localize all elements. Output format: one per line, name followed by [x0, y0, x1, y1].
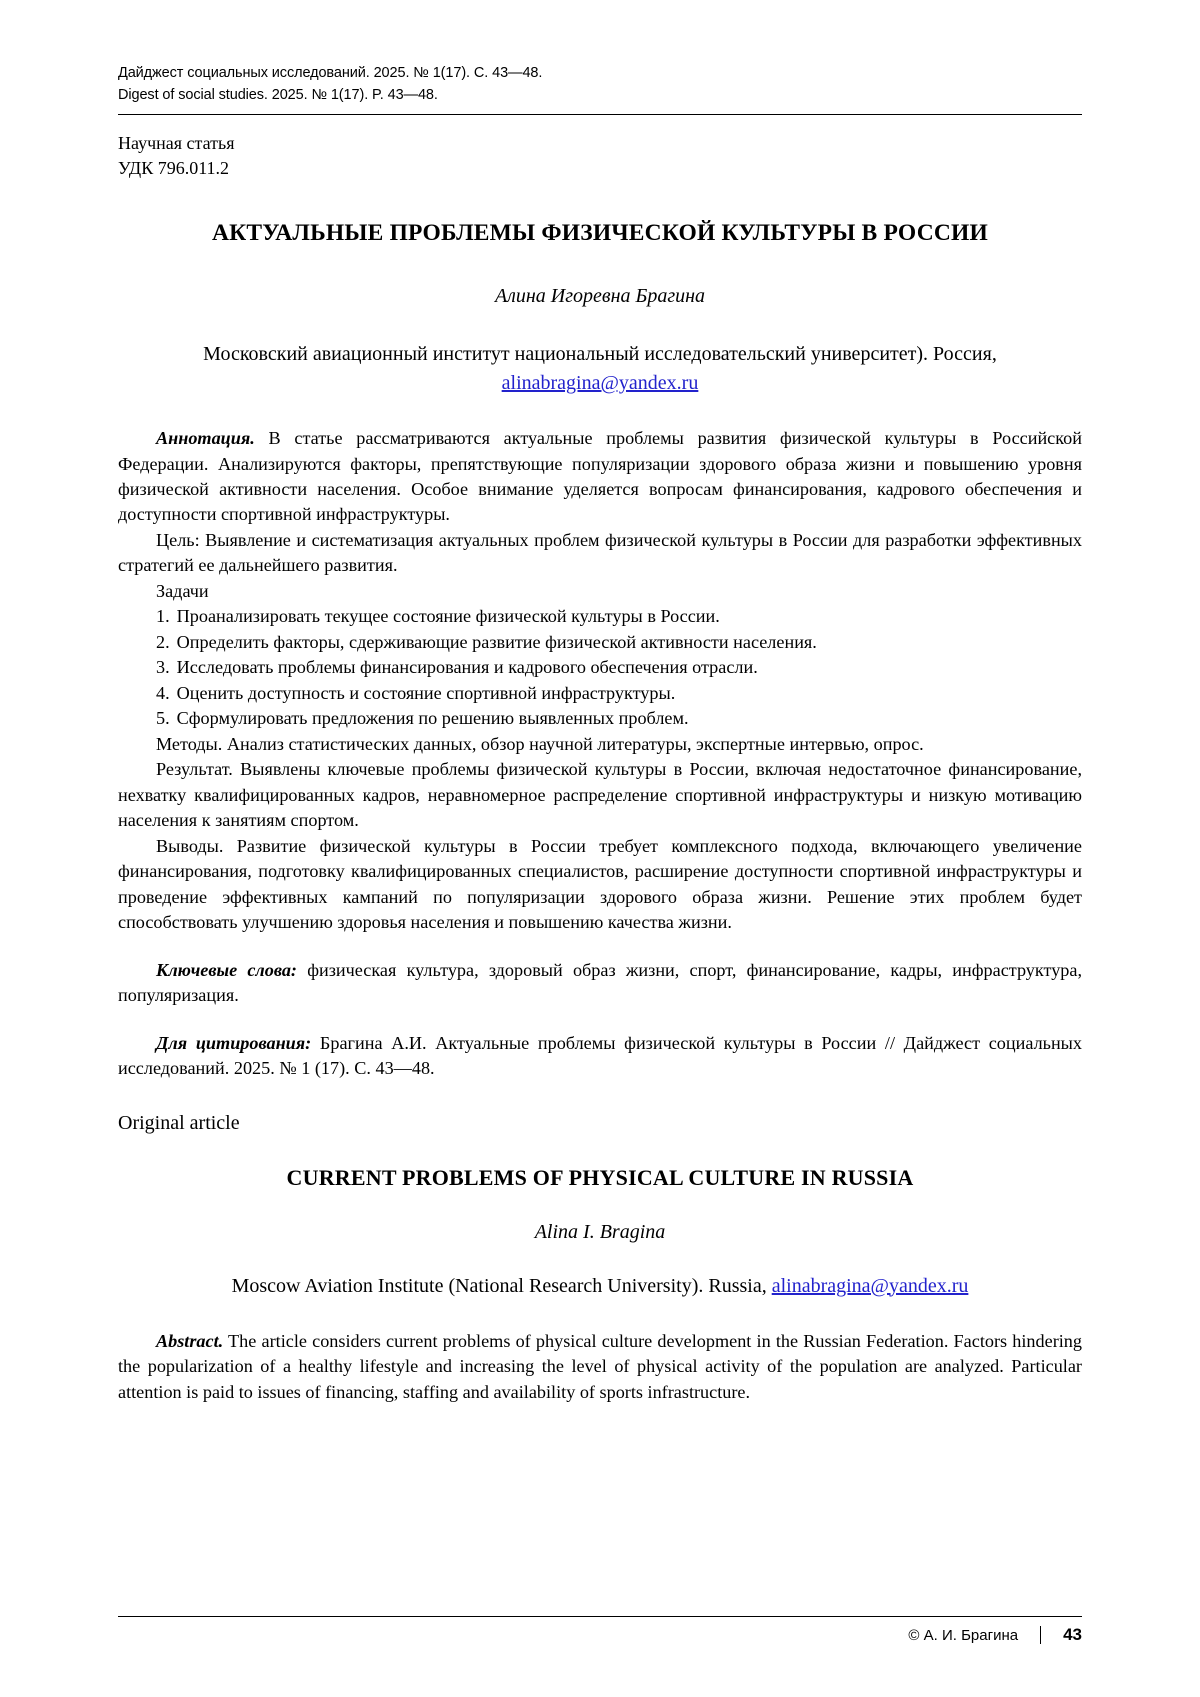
- task-text: Оценить доступность и состояние спортивной инфраструктуры.: [176, 682, 676, 703]
- affiliation-en-text: Moscow Aviation Institute (National Research University). Russia,: [231, 1274, 772, 1297]
- abstract-en-label: Abstract.: [156, 1330, 224, 1351]
- running-head: [118, 62, 1082, 107]
- task-text: Исследовать проблемы финансирования и кадрового обеспечения отрасли.: [176, 657, 758, 678]
- page-title-en: CURRENT PROBLEMS OF PHYSICAL CULTURE IN RUSSIA: [286, 1164, 914, 1190]
- article-meta: [118, 131, 1082, 182]
- affiliation-en: [118, 1272, 1082, 1301]
- footer-separator: [1040, 1626, 1041, 1644]
- goal-paragraph: Цель: Выявление и систематизация актуальных проблем физической культуры в России для разработки эффективных стратегий ее дальнейшего развития.: [118, 529, 1082, 576]
- abstract-en: [118, 1329, 1082, 1405]
- list-item: [118, 630, 1082, 655]
- result-paragraph: Результат. Выявлены ключевые проблемы физической культуры в России, включая недостаточное финансирование, нехватку квалифицированных кадров, неравномерное распределение спортивной инфраструктуры и низкую мотивацию населения к занятиям спортом.: [118, 759, 1082, 831]
- task-text: Сформулировать предложения по решению выявленных проблем.: [176, 708, 689, 729]
- email-link-ru[interactable]: alinabragina@yandex.ru: [501, 372, 699, 395]
- page-footer: [118, 1616, 1082, 1645]
- conclusions-paragraph: Выводы. Развитие физической культуры в России требует комплексного подхода, включающего увеличение финансирования, подготовку квалифицированных специалистов, расширение доступности спортивной инфраструктуры и проведение эффективных кампаний по популяризации здорового образа жизни. Решение этих проблем будет способствовать улучшению здоровья населения и повышению качества жизни.: [118, 835, 1082, 933]
- abstract-ru-text: В статье рассматриваются актуальные проблемы развития физической культуры в Российской Федерации. Анализируются факторы, препятствующие популяризации здорового образа жизни и повышению уровня физической активности населения. Особое внимание уделяется вопросам финансирования, кадрового обеспечения и доступности спортивной инфраструктуры.: [118, 428, 1082, 525]
- citation-text: Брагина А.И. Актуальные проблемы физической культуры в России // Дайджест социальных исследований. 2025. № 1 (17). С. 43—48.: [118, 1032, 1082, 1079]
- running-head-ru: Дайджест социальных исследований. 2025. № 1(17). С. 43—48.: [118, 65, 543, 81]
- header-divider: [118, 114, 1082, 115]
- task-number: 1.: [156, 606, 170, 627]
- page-number: 43: [1063, 1625, 1082, 1644]
- task-number: 4.: [156, 682, 170, 703]
- abstract-en-text: The article considers current problems of physical culture development in the Russian Federation. Factors hindering the popularization of a healthy lifestyle and increasing the level of physical activity of the population are analyzed. Particular attention is paid to issues of financing, staffing and availability of sports infrastructure.: [118, 1330, 1082, 1402]
- abstract-ru: [118, 426, 1082, 936]
- methods-paragraph: Методы. Анализ статистических данных, обзор научной литературы, экспертные интервью, опрос.: [156, 733, 924, 754]
- list-item: [118, 681, 1082, 706]
- page-title-ru: АКТУАЛЬНЫЕ ПРОБЛЕМЫ ФИЗИЧЕСКОЙ КУЛЬТУРЫ В РОССИИ: [212, 220, 988, 247]
- list-item: [118, 706, 1082, 731]
- article-type: Научная статья: [118, 132, 235, 153]
- affiliation-ru-text: Московский авиационный институт национальный исследовательский университет). Россия,: [203, 343, 997, 366]
- tasks-label: Задачи: [156, 580, 209, 601]
- keywords-text: физическая культура, здоровый образ жизни, спорт, финансирование, кадры, инфраструктура, популяризация.: [118, 959, 1083, 1006]
- list-item: [118, 655, 1082, 680]
- copyright-notice: © А. И. Брагина: [908, 1626, 1019, 1644]
- citation-label: Для цитирования:: [156, 1032, 312, 1053]
- keywords-ru: [118, 958, 1082, 1009]
- running-head-en: Digest of social studies. 2025. № 1(17). P. 43—48.: [118, 87, 438, 104]
- tasks-list: [118, 604, 1082, 731]
- keywords-label: Ключевые слова:: [156, 959, 297, 980]
- footer-row: [118, 1625, 1082, 1645]
- author-en: Alina I. Bragina: [534, 1220, 666, 1243]
- task-number: 5.: [156, 708, 170, 729]
- list-item: [118, 604, 1082, 629]
- abstract-ru-paragraph: [118, 426, 1082, 528]
- original-article-label: Original article: [118, 1111, 240, 1134]
- affiliation-ru: [118, 340, 1082, 398]
- task-text: Определить факторы, сдерживающие развитие физической активности населения.: [176, 631, 817, 652]
- task-number: 2.: [156, 631, 170, 652]
- task-number: 3.: [156, 657, 170, 678]
- abstract-ru-label: Аннотация.: [156, 428, 255, 449]
- udk-code: УДК 796.011.2: [118, 158, 230, 179]
- email-link-en[interactable]: alinabragina@yandex.ru: [771, 1274, 969, 1297]
- task-text: Проанализировать текущее состояние физической культуры в России.: [176, 606, 720, 627]
- author-ru: Алина Игоревна Брагина: [494, 285, 706, 308]
- citation-ru: [118, 1031, 1082, 1082]
- footer-divider: [118, 1616, 1082, 1617]
